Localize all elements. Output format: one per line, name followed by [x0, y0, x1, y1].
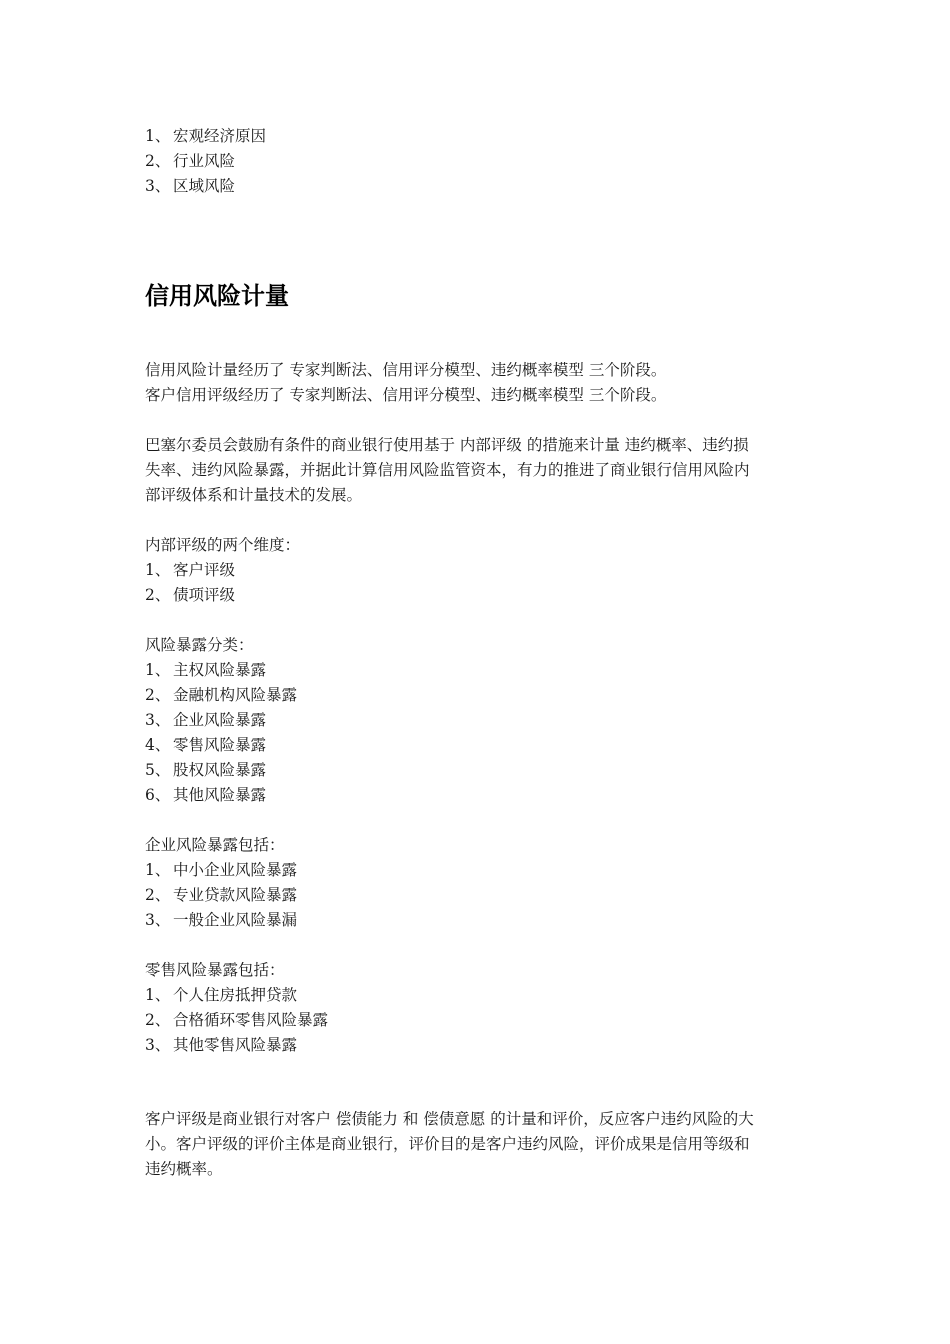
list-item: 4、 零售风险暴露 [145, 736, 267, 754]
paragraph-line: 违约概率。 [145, 1160, 223, 1178]
list-item: 2、 合格循环零售风险暴露 [145, 1011, 329, 1029]
list-item: 6、 其他风险暴露 [145, 786, 267, 804]
list-item: 3、 企业风险暴露 [145, 711, 267, 729]
section-heading: 信用风险计量 [145, 282, 289, 310]
list-item: 1、 客户评级 [145, 561, 236, 579]
paragraph-line: 部评级体系和计量技术的发展。 [145, 486, 363, 504]
list-item: 1、 宏观经济原因 [145, 127, 267, 145]
paragraph-line: 客户评级是商业银行对客户 偿债能力 和 偿债意愿 的计量和评价，反应客户违约风险的大 [145, 1110, 754, 1128]
list-item: 5、 股权风险暴露 [145, 761, 267, 779]
list-title: 企业风险暴露包括： [145, 836, 285, 854]
list-item: 3、 一般企业风险暴漏 [145, 911, 298, 929]
list-item: 1、 个人住房抵押贷款 [145, 986, 298, 1004]
paragraph-line: 客户信用评级经历了 专家判断法、信用评分模型、违约概率模型 三个阶段。 [145, 386, 667, 404]
list-title: 内部评级的两个维度： [145, 536, 301, 554]
paragraph-line: 小。客户评级的评价主体是商业银行，评价目的是客户违约风险，评价成果是信用等级和 [145, 1135, 750, 1153]
list-item: 1、 中小企业风险暴露 [145, 861, 298, 879]
paragraph-line: 信用风险计量经历了 专家判断法、信用评分模型、违约概率模型 三个阶段。 [145, 361, 667, 379]
list-item: 3、 区域风险 [145, 177, 236, 195]
list-title: 风险暴露分类： [145, 636, 254, 654]
list-item: 2、 金融机构风险暴露 [145, 686, 298, 704]
list-item: 2、 行业风险 [145, 152, 236, 170]
list-title: 零售风险暴露包括： [145, 961, 285, 979]
paragraph-line: 失率、违约风险暴露，并据此计算信用风险监管资本，有力的推进了商业银行信用风险内 [145, 461, 750, 479]
paragraph-line: 巴塞尔委员会鼓励有条件的商业银行使用基于 内部评级 的措施来计量 违约概率、违约损 [145, 436, 749, 454]
list-item: 1、 主权风险暴露 [145, 661, 267, 679]
list-item: 3、 其他零售风险暴露 [145, 1036, 298, 1054]
list-item: 2、 债项评级 [145, 586, 236, 604]
list-item: 2、 专业贷款风险暴露 [145, 886, 298, 904]
